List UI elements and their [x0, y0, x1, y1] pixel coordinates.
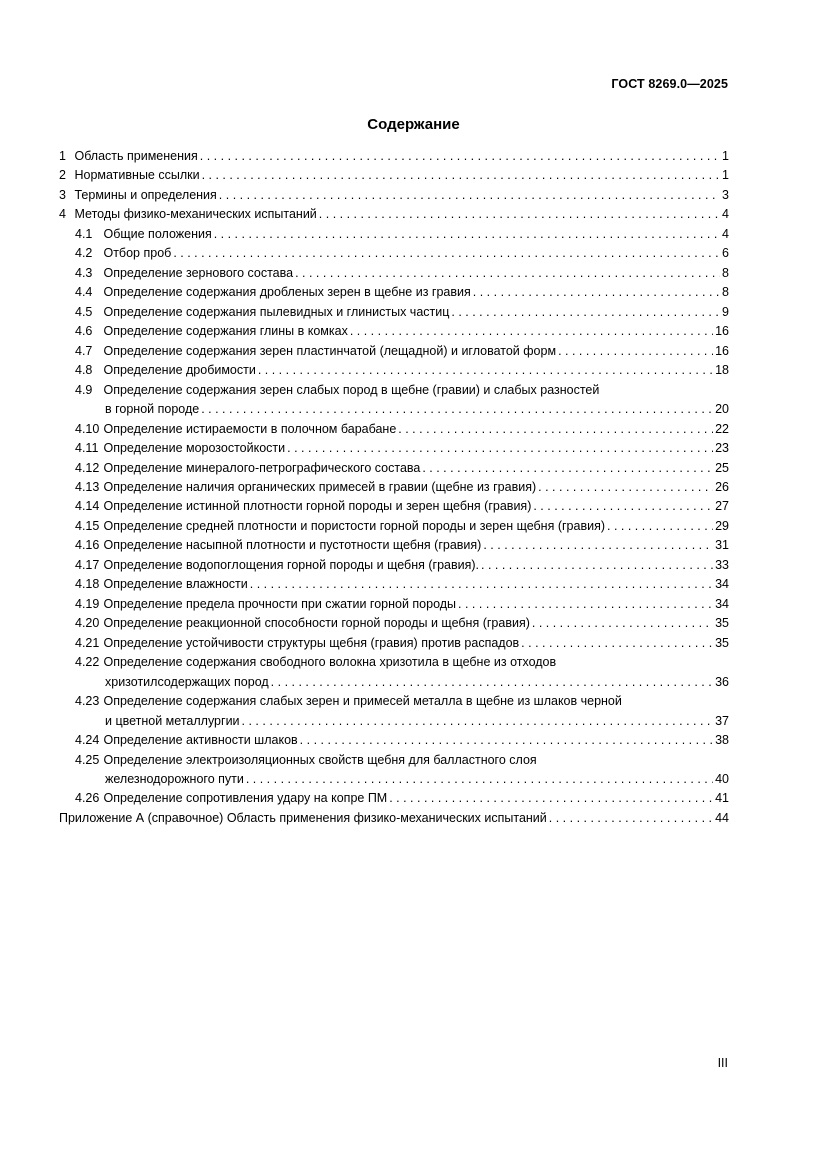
toc-entry-number: 4.14	[75, 499, 100, 514]
toc-entry-number: 3	[59, 187, 66, 202]
toc-entry-title	[75, 556, 479, 575]
toc-entry[interactable]	[59, 342, 729, 361]
toc-entry-title	[75, 283, 471, 302]
dot-leader	[481, 556, 713, 575]
dot-leader	[258, 361, 713, 380]
toc-entry[interactable]	[59, 575, 729, 594]
toc-entry-number: 2	[59, 168, 66, 183]
toc-entry-text: Термины и определения	[74, 187, 217, 202]
toc-entry-number: 4.11	[75, 441, 99, 456]
toc-entry-number: 4.26	[75, 791, 100, 806]
toc-entry-text: Определение насыпной плотности и пустотности щебня (гравия)	[103, 538, 482, 553]
toc-entry-page: 18	[715, 363, 729, 378]
toc-entry-title	[59, 166, 200, 185]
dot-leader	[483, 536, 713, 555]
dot-leader	[533, 497, 713, 516]
toc-entry-text: Определение минералого-петрографического состава	[103, 460, 421, 475]
toc-entry-page: 9	[722, 304, 729, 319]
toc-entry-title	[75, 497, 531, 516]
toc-entry-text: Определение наличия органических примесей в гравии (щебне из гравия)	[103, 479, 537, 494]
toc-entry-number: 4.10	[75, 421, 100, 436]
toc-entry-number: 4.13	[75, 479, 100, 494]
toc-entry-number: 4.17	[75, 557, 100, 572]
toc-entry-number: 4.3	[75, 265, 93, 280]
toc-entry-page: 4	[722, 226, 729, 241]
toc-entry-title	[75, 614, 530, 633]
dot-leader	[549, 809, 713, 828]
toc-entry[interactable]	[59, 225, 729, 244]
toc-entry-text: Определение содержания дробленых зерен в щебне из гравия	[103, 285, 471, 300]
toc-entry[interactable]	[59, 751, 729, 770]
dot-leader	[300, 731, 713, 750]
toc-entry-text: Определение содержания пылевидных и глинистых частиц	[103, 304, 450, 319]
toc-entry-page: 3	[722, 187, 729, 202]
dot-leader	[532, 614, 713, 633]
toc-entry-text: Определение зернового состава	[103, 265, 294, 280]
toc-entry-text: Отбор проб	[103, 246, 172, 261]
dot-leader	[200, 147, 720, 166]
toc-entry-text: Определение активности шлаков	[103, 733, 298, 748]
toc-entry-title	[75, 381, 599, 400]
dot-leader	[398, 420, 713, 439]
toc-entry-page: 29	[715, 518, 729, 533]
toc-entry-page: 36	[715, 674, 729, 689]
toc-entry[interactable]	[59, 556, 729, 575]
dot-leader	[538, 478, 713, 497]
toc-entry-continuation[interactable]	[59, 770, 729, 789]
toc-entry-page: 35	[715, 616, 729, 631]
toc-entry-number: 4	[59, 207, 66, 222]
toc-entry-number: 4.24	[75, 733, 100, 748]
toc-entry-page: 8	[722, 285, 729, 300]
toc-entry-text: Определение дробимости	[103, 363, 256, 378]
toc-entry-title	[75, 225, 212, 244]
toc-entry-page: 31	[715, 538, 729, 553]
toc-entry-page: 26	[715, 479, 729, 494]
toc-entry-title	[75, 322, 348, 341]
toc-entry-number: 4.8	[75, 363, 93, 378]
toc-entry-text: Определение водопоглощения горной породы и щебня (гравия).	[103, 557, 479, 572]
toc-entry-title	[75, 536, 481, 555]
toc-entry[interactable]	[59, 517, 729, 536]
dot-leader	[319, 205, 720, 224]
toc-entry-continuation[interactable]	[59, 712, 729, 731]
toc-entry-text: Определение устойчивости структуры щебня (гравия) против распадов	[103, 635, 520, 650]
toc-entry-number: 4.15	[75, 518, 100, 533]
toc-entry-page: 6	[722, 246, 729, 261]
toc-entry-page: 34	[715, 577, 729, 592]
page-title: Содержание	[367, 116, 460, 133]
toc-entry[interactable]	[59, 381, 729, 400]
toc-entry[interactable]	[59, 166, 729, 185]
toc-entry[interactable]	[59, 283, 729, 302]
toc-entry[interactable]	[59, 478, 729, 497]
toc-entry-text: Определение содержания зерен пластинчатой (лещадной) и игловатой форм	[103, 343, 557, 358]
dot-leader	[201, 400, 713, 419]
toc-entry-continuation[interactable]	[59, 673, 729, 692]
dot-leader	[458, 595, 713, 614]
toc-entry-page: 25	[715, 460, 729, 475]
dot-leader	[214, 225, 720, 244]
toc-entry-number: 4.19	[75, 596, 100, 611]
toc-entry-text: Нормативные ссылки	[74, 168, 200, 183]
toc-entry-text: Определение содержания слабых зерен и примесей металла в щебне из шлаков черной	[103, 694, 622, 709]
toc-entry-title	[75, 459, 420, 478]
toc-entry-number: 4.23	[75, 694, 100, 709]
toc-entry-number: 4.25	[75, 752, 100, 767]
toc-entry-text: Определение содержания свободного волокна хризотила в щебне из отходов	[103, 655, 557, 670]
toc-entry[interactable]	[59, 205, 729, 224]
toc-entry-number: 4.18	[75, 577, 100, 592]
toc-entry-title	[59, 809, 547, 828]
toc-entry-page: 38	[715, 733, 729, 748]
toc-entry-page: 1	[722, 168, 729, 183]
toc-entry-text-continued: в горной породе	[105, 402, 200, 417]
dot-leader	[473, 283, 720, 302]
toc-entry-text: Область применения	[74, 149, 198, 163]
toc-entry-page: 27	[715, 499, 729, 514]
dot-leader	[350, 322, 713, 341]
table-of-contents	[59, 147, 729, 828]
toc-entry-title	[75, 575, 248, 594]
toc-entry-text: Определение средней плотности и пористости горной породы и зерен щебня (гравия)	[103, 518, 606, 533]
toc-entry-number: 4.12	[75, 460, 100, 475]
toc-entry[interactable]	[59, 322, 729, 341]
toc-entry-title	[75, 361, 256, 380]
toc-entry[interactable]	[59, 536, 729, 555]
toc-entry-text: Определение предела прочности при сжатии горной породы	[103, 596, 457, 611]
toc-entry-page: 44	[715, 810, 729, 825]
toc-entry[interactable]	[59, 244, 729, 263]
toc-entry[interactable]	[59, 459, 729, 478]
dot-leader	[250, 575, 713, 594]
toc-entry[interactable]	[59, 264, 729, 283]
toc-entry-title	[75, 653, 556, 672]
page-number: III	[717, 1056, 728, 1070]
toc-entry-text: Определение реакционной способности горной породы и щебня (гравия)	[103, 616, 530, 631]
toc-entry[interactable]	[59, 595, 729, 614]
toc-entry-title	[75, 517, 605, 536]
toc-entry-number: 4.21	[75, 635, 100, 650]
toc-entry-page: 34	[715, 596, 729, 611]
toc-entry-text: Определение сопротивления удару на копре ПМ	[103, 791, 388, 806]
dot-leader	[202, 166, 720, 185]
toc-entry-title	[75, 244, 171, 263]
dot-leader	[246, 770, 713, 789]
toc-entry-number: 4.5	[75, 304, 93, 319]
toc-entry[interactable]	[59, 439, 729, 458]
toc-entry[interactable]	[59, 420, 729, 439]
toc-entry-page: 37	[715, 713, 729, 728]
toc-entry-text: Определение истираемости в полочном барабане	[103, 421, 397, 436]
toc-entry-number: 4.2	[75, 246, 93, 261]
toc-entry[interactable]	[59, 692, 729, 711]
toc-entry-text: Определение содержания глины в комках	[103, 324, 348, 339]
toc-entry-title	[75, 789, 387, 808]
toc-entry-title	[75, 634, 519, 653]
toc-entry-page: 16	[715, 343, 729, 358]
toc-entry-title	[75, 439, 285, 458]
toc-entry[interactable]	[59, 731, 729, 750]
toc-entry-page: 8	[722, 265, 729, 280]
document-id: ГОСТ 8269.0—2025	[611, 77, 728, 91]
toc-entry-page: 41	[715, 791, 729, 806]
toc-entry-number: 4.9	[75, 382, 93, 397]
toc-entry-text: Определение влажности	[103, 577, 248, 592]
toc-entry-number: 4.1	[75, 226, 93, 241]
dot-leader	[451, 303, 720, 322]
toc-entry-text: Общие положения	[103, 226, 212, 241]
toc-entry-text: Определение электроизоляционных свойств щебня для балластного слоя	[103, 752, 537, 767]
dot-leader	[521, 634, 713, 653]
toc-entry-page: 35	[715, 635, 729, 650]
toc-entry-title	[59, 147, 198, 166]
toc-entry[interactable]	[59, 809, 729, 828]
toc-entry-page: 22	[715, 421, 729, 436]
toc-entry-title	[75, 303, 449, 322]
toc-entry-text-continued: и цветной металлургии	[105, 713, 240, 728]
toc-entry[interactable]	[59, 634, 729, 653]
toc-entry-number: 4.22	[75, 655, 100, 670]
toc-entry[interactable]	[59, 147, 729, 166]
dot-leader	[607, 517, 713, 536]
toc-entry-page: 16	[715, 324, 729, 339]
toc-entry-title	[75, 751, 537, 770]
toc-entry-title	[75, 731, 298, 750]
toc-entry-page: 33	[715, 557, 729, 572]
toc-entry-page: 20	[715, 402, 729, 417]
toc-entry-continuation[interactable]	[59, 400, 729, 419]
toc-entry-page: 23	[715, 441, 729, 456]
toc-entry-text: Определение истинной плотности горной породы и зерен щебня (гравия)	[103, 499, 532, 514]
toc-entry[interactable]	[59, 614, 729, 633]
toc-entry-number: 4.16	[75, 538, 100, 553]
dot-leader	[287, 439, 713, 458]
toc-entry[interactable]	[59, 497, 729, 516]
dot-leader	[558, 342, 713, 361]
toc-entry[interactable]	[59, 789, 729, 808]
toc-entry-number: 4.6	[75, 324, 93, 339]
dot-leader	[271, 673, 713, 692]
toc-entry-title	[75, 595, 456, 614]
toc-entry-text-continued: хризотилсодержащих пород	[105, 674, 269, 689]
toc-entry-page: 4	[722, 207, 729, 222]
toc-entry-text: Приложение А (справочное) Область применения физико-механических испытаний	[59, 810, 547, 825]
toc-entry-text: Определение содержания зерен слабых пород в щебне (гравии) и слабых разностей	[103, 382, 600, 397]
dot-leader	[242, 712, 714, 731]
toc-entry[interactable]	[59, 303, 729, 322]
toc-entry[interactable]	[59, 361, 729, 380]
toc-entry-text-continued: железнодорожного пути	[105, 772, 244, 786]
toc-entry-title	[75, 420, 396, 439]
toc-entry[interactable]	[59, 186, 729, 205]
toc-entry-title	[75, 692, 622, 711]
toc-entry-title	[59, 186, 217, 205]
toc-entry-number: 4.7	[75, 343, 93, 358]
toc-entry-title	[75, 342, 556, 361]
toc-entry-number: 4.4	[75, 285, 93, 300]
toc-entry-title	[75, 264, 293, 283]
toc-entry-title	[75, 478, 536, 497]
toc-entry-number: 1	[59, 149, 66, 163]
toc-entry[interactable]	[59, 653, 729, 672]
toc-entry-title	[59, 205, 317, 224]
toc-entry-page: 40	[715, 772, 729, 786]
toc-entry-text: Определение морозостойкости	[103, 441, 286, 456]
dot-leader	[422, 459, 713, 478]
dot-leader	[389, 789, 713, 808]
toc-entry-text: Методы физико-механических испытаний	[74, 207, 317, 222]
dot-leader	[219, 186, 720, 205]
dot-leader	[173, 244, 720, 263]
toc-entry-page: 1	[722, 149, 729, 163]
dot-leader	[295, 264, 720, 283]
toc-entry-number: 4.20	[75, 616, 100, 631]
